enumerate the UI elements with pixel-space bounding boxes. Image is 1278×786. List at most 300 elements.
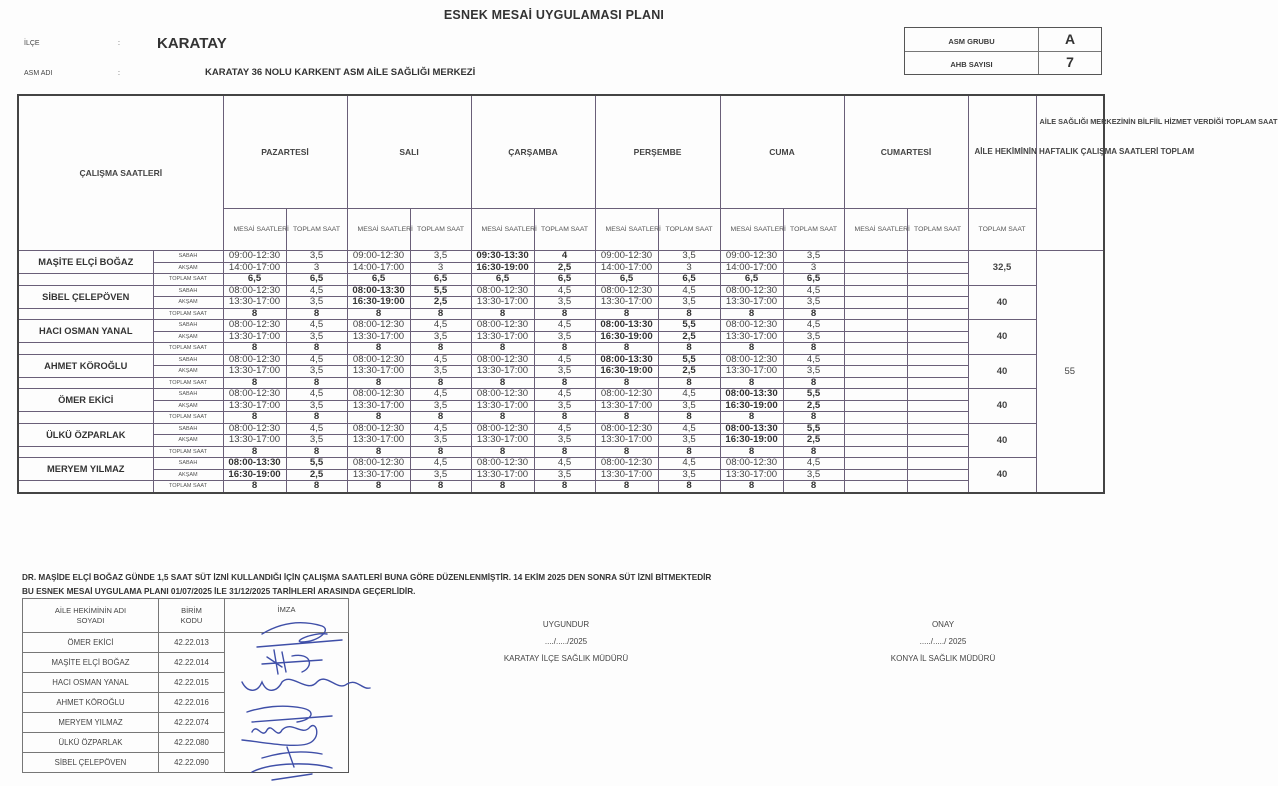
shift-hours-cell: 08:00-12:30 bbox=[595, 423, 658, 435]
shift-hours-cell bbox=[844, 423, 907, 435]
hours-total-cell: 3,5 bbox=[783, 297, 844, 309]
row-label-sabah: SABAH bbox=[153, 285, 223, 297]
shift-hours-cell: 13:30-17:00 bbox=[720, 297, 783, 309]
doctor-name-spacer bbox=[18, 446, 153, 458]
mesai-subheader: MESAİ SAATLERİ bbox=[844, 209, 907, 251]
row-label-toplam: TOPLAM SAAT bbox=[153, 274, 223, 286]
toplam-subheader: TOPLAM SAAT bbox=[534, 209, 595, 251]
hours-total-cell: 4,5 bbox=[658, 285, 720, 297]
shift-hours-cell: 16:30-19:00 bbox=[223, 469, 286, 481]
hours-total-cell bbox=[907, 446, 968, 458]
hours-total-cell: 8 bbox=[658, 412, 720, 424]
day-total-cell: 6,5 bbox=[223, 274, 286, 286]
hours-total-cell bbox=[907, 285, 968, 297]
doctor-name: HACI OSMAN YANAL bbox=[18, 320, 153, 343]
shift-hours-cell: 13:30-17:00 bbox=[720, 331, 783, 343]
shift-hours-cell: 08:00-12:30 bbox=[471, 354, 534, 366]
hours-total-cell: 8 bbox=[534, 377, 595, 389]
shift-hours-cell: 08:00-12:30 bbox=[595, 389, 658, 401]
hours-total-cell: 5,5 bbox=[286, 458, 347, 470]
note-line-2: BU ESNEK MESAİ UYGULAMA PLANI 01/07/2025 İLE 31/12/2025 TARİHLERİ ARASINDA GEÇERLİDİR. bbox=[22, 587, 416, 596]
hours-total-cell bbox=[907, 366, 968, 378]
table-row-sabah bbox=[18, 354, 1104, 366]
ilce-value: KARATAY bbox=[157, 35, 227, 52]
day-total-cell: 8 bbox=[471, 343, 534, 355]
schedule-body bbox=[18, 251, 1104, 493]
day-total-cell bbox=[844, 343, 907, 355]
mesai-subheader: MESAİ SAATLERİ bbox=[223, 209, 286, 251]
day-header: ÇARŞAMBA bbox=[471, 95, 595, 209]
hours-total-cell bbox=[907, 389, 968, 401]
hours-total-cell bbox=[907, 331, 968, 343]
hours-total-cell: 4,5 bbox=[658, 423, 720, 435]
hours-total-cell: 3,5 bbox=[286, 297, 347, 309]
hours-total-cell: 3,5 bbox=[410, 469, 471, 481]
shift-hours-cell: 08:00-12:30 bbox=[471, 285, 534, 297]
row-label-toplam: TOPLAM SAAT bbox=[153, 343, 223, 355]
approval-right-title: ONAY bbox=[931, 620, 955, 629]
shift-hours-cell: 08:00-12:30 bbox=[347, 320, 410, 332]
shift-hours-cell: 13:30-17:00 bbox=[471, 297, 534, 309]
doctor-name: ÖMER EKİCİ bbox=[18, 389, 153, 412]
weekly-total-cell: 40 bbox=[968, 354, 1036, 389]
day-header: CUMA bbox=[720, 95, 844, 209]
day-total-cell bbox=[844, 308, 907, 320]
hours-total-cell: 3,5 bbox=[534, 469, 595, 481]
hours-total-cell: 8 bbox=[286, 343, 347, 355]
hours-total-cell: 8 bbox=[410, 308, 471, 320]
hours-total-cell: 3 bbox=[286, 262, 347, 274]
shift-hours-cell: 08:00-13:30 bbox=[595, 354, 658, 366]
shift-hours-cell bbox=[844, 366, 907, 378]
hours-total-cell: 3,5 bbox=[658, 435, 720, 447]
signature-table bbox=[22, 598, 349, 773]
shift-hours-cell: 08:00-12:30 bbox=[223, 320, 286, 332]
approval-left-title: UYGUNDUR bbox=[542, 620, 590, 629]
table-row-toplam bbox=[18, 446, 1104, 458]
hours-total-cell: 8 bbox=[783, 308, 844, 320]
row-label-toplam: TOPLAM SAAT bbox=[153, 377, 223, 389]
table-row-sabah bbox=[18, 458, 1104, 470]
day-total-cell: 8 bbox=[471, 412, 534, 424]
table-row-aksam bbox=[18, 262, 1104, 274]
hours-total-cell bbox=[907, 400, 968, 412]
shift-hours-cell: 08:00-12:30 bbox=[223, 354, 286, 366]
row-label-toplam: TOPLAM SAAT bbox=[153, 412, 223, 424]
shift-hours-cell: 13:30-17:00 bbox=[223, 400, 286, 412]
ahb-sayisi-label: AHB SAYISI bbox=[905, 51, 1039, 74]
day-total-cell: 8 bbox=[471, 446, 534, 458]
shift-hours-cell: 13:30-17:00 bbox=[471, 469, 534, 481]
shift-hours-cell: 08:00-13:30 bbox=[595, 320, 658, 332]
hours-total-cell: 4,5 bbox=[534, 458, 595, 470]
hours-total-cell bbox=[907, 469, 968, 481]
hours-total-cell bbox=[907, 251, 968, 263]
signature-doctor-name: ÖMER EKİCİ bbox=[23, 633, 159, 653]
hours-total-cell: 3,5 bbox=[658, 400, 720, 412]
hours-total-cell: 4,5 bbox=[534, 354, 595, 366]
day-total-cell: 8 bbox=[720, 377, 783, 389]
signature-row bbox=[23, 673, 349, 693]
asm-total-header: AİLE SAĞLIĞI MERKEZİNİN BİLFİİL HİZMET VERDİĞİ TOPLAM SAAT bbox=[1036, 95, 1104, 251]
ahb-sayisi-value: 7 bbox=[1066, 54, 1074, 70]
hours-total-cell: 3 bbox=[410, 262, 471, 274]
shift-hours-cell: 13:30-17:00 bbox=[223, 331, 286, 343]
hours-total-cell: 8 bbox=[783, 412, 844, 424]
hours-total-cell: 8 bbox=[410, 377, 471, 389]
shift-hours-cell: 08:00-12:30 bbox=[720, 285, 783, 297]
signature-unit-code: 42.22.014 bbox=[159, 653, 225, 673]
day-total-cell bbox=[844, 446, 907, 458]
shift-hours-cell bbox=[844, 251, 907, 263]
hours-total-cell: 4,5 bbox=[410, 389, 471, 401]
hours-total-cell: 8 bbox=[286, 446, 347, 458]
table-row-sabah bbox=[18, 423, 1104, 435]
day-header: SALI bbox=[347, 95, 471, 209]
shift-hours-cell: 08:00-12:30 bbox=[720, 320, 783, 332]
shift-hours-cell: 13:30-17:00 bbox=[471, 435, 534, 447]
hours-total-cell: 8 bbox=[286, 412, 347, 424]
hours-total-cell bbox=[907, 274, 968, 286]
hours-total-cell: 8 bbox=[286, 481, 347, 493]
signature-col-sign: İMZA bbox=[225, 599, 349, 633]
day-total-cell: 8 bbox=[471, 481, 534, 493]
day-total-cell bbox=[844, 481, 907, 493]
asm-total-cell: 55 bbox=[1036, 251, 1104, 493]
hours-total-cell: 8 bbox=[534, 412, 595, 424]
shift-hours-cell: 08:00-12:30 bbox=[223, 423, 286, 435]
hours-total-cell: 3,5 bbox=[286, 400, 347, 412]
shift-hours-cell: 09:00-12:30 bbox=[595, 251, 658, 263]
hours-total-cell: 3 bbox=[783, 262, 844, 274]
shift-hours-cell: 13:30-17:00 bbox=[720, 366, 783, 378]
hours-total-cell: 4,5 bbox=[783, 354, 844, 366]
shift-hours-cell: 08:00-13:30 bbox=[347, 285, 410, 297]
shift-hours-cell: 13:30-17:00 bbox=[347, 366, 410, 378]
hours-total-cell: 4,5 bbox=[410, 320, 471, 332]
hours-total-cell: 3,5 bbox=[410, 366, 471, 378]
day-total-cell: 8 bbox=[595, 446, 658, 458]
hours-total-cell: 4,5 bbox=[534, 320, 595, 332]
hours-total-cell: 4,5 bbox=[410, 423, 471, 435]
mesai-subheader: MESAİ SAATLERİ bbox=[347, 209, 410, 251]
hours-total-cell: 8 bbox=[286, 308, 347, 320]
day-total-cell: 6,5 bbox=[347, 274, 410, 286]
hours-total-cell: 4,5 bbox=[286, 285, 347, 297]
shift-hours-cell: 13:30-17:00 bbox=[595, 469, 658, 481]
hours-total-cell: 2,5 bbox=[658, 331, 720, 343]
hours-total-cell: 3,5 bbox=[410, 251, 471, 263]
hours-total-cell: 4,5 bbox=[286, 320, 347, 332]
hours-total-cell: 2,5 bbox=[783, 435, 844, 447]
hours-total-cell: 8 bbox=[410, 481, 471, 493]
doctor-name-spacer bbox=[18, 481, 153, 493]
signature-row bbox=[23, 733, 349, 753]
shift-hours-cell: 13:30-17:00 bbox=[347, 435, 410, 447]
day-total-cell: 8 bbox=[347, 481, 410, 493]
weekly-total-cell: 40 bbox=[968, 285, 1036, 320]
shift-hours-cell bbox=[844, 285, 907, 297]
shift-hours-cell: 09:00-12:30 bbox=[223, 251, 286, 263]
hours-total-cell: 6,5 bbox=[410, 274, 471, 286]
doctor-name-spacer bbox=[18, 308, 153, 320]
shift-hours-cell: 16:30-19:00 bbox=[347, 297, 410, 309]
day-total-cell: 8 bbox=[223, 412, 286, 424]
hours-total-cell: 2,5 bbox=[658, 366, 720, 378]
signature-doctor-name: HACI OSMAN YANAL bbox=[23, 673, 159, 693]
hours-total-cell: 4,5 bbox=[783, 320, 844, 332]
day-total-cell: 8 bbox=[223, 343, 286, 355]
row-label-toplam: TOPLAM SAAT bbox=[153, 308, 223, 320]
hours-total-cell bbox=[907, 297, 968, 309]
day-total-cell: 8 bbox=[720, 343, 783, 355]
hours-total-cell: 3,5 bbox=[286, 435, 347, 447]
hours-total-cell bbox=[907, 435, 968, 447]
hours-total-cell: 8 bbox=[658, 308, 720, 320]
hours-total-cell: 3,5 bbox=[286, 251, 347, 263]
hours-total-cell: 4,5 bbox=[286, 423, 347, 435]
hours-total-cell: 3,5 bbox=[783, 366, 844, 378]
shift-hours-cell bbox=[844, 354, 907, 366]
shift-hours-cell: 13:30-17:00 bbox=[471, 366, 534, 378]
toplam-subheader: TOPLAM SAAT bbox=[410, 209, 471, 251]
row-label-aksam: AKŞAM bbox=[153, 400, 223, 412]
note-line-1: DR. MAŞİDE ELÇİ BOĞAZ GÜNDE 1,5 SAAT SÜT İZNİ KULLANDIĞI İÇİN ÇALIŞMA SAATLERİ BUNA GÖRE DÜZENLENMİŞTİR. 14 EKİM 2025 DEN SONRA SÜT İZNİ BİTMEKTEDİR bbox=[22, 573, 712, 582]
shift-hours-cell: 08:00-12:30 bbox=[471, 458, 534, 470]
hours-total-cell: 8 bbox=[658, 481, 720, 493]
shift-hours-cell bbox=[844, 435, 907, 447]
shift-hours-cell: 14:00-17:00 bbox=[347, 262, 410, 274]
hours-total-cell: 8 bbox=[783, 377, 844, 389]
hours-total-cell bbox=[907, 320, 968, 332]
table-row-toplam bbox=[18, 481, 1104, 493]
weekly-total-cell: 32,5 bbox=[968, 251, 1036, 286]
ahb-sayisi-row bbox=[905, 51, 1101, 74]
day-header: PAZARTESİ bbox=[223, 95, 347, 209]
hours-total-cell bbox=[907, 481, 968, 493]
row-label-sabah: SABAH bbox=[153, 458, 223, 470]
table-row-toplam bbox=[18, 412, 1104, 424]
shift-hours-cell: 08:00-13:30 bbox=[223, 458, 286, 470]
shift-hours-cell: 08:00-12:30 bbox=[471, 389, 534, 401]
signature-row bbox=[23, 693, 349, 713]
signature-row bbox=[23, 713, 349, 733]
shift-hours-cell: 13:30-17:00 bbox=[347, 331, 410, 343]
doctor-name: ÜLKÜ ÖZPARLAK bbox=[18, 423, 153, 446]
day-header: CUMARTESİ bbox=[844, 95, 968, 209]
shift-hours-cell bbox=[844, 331, 907, 343]
hours-total-cell: 8 bbox=[410, 412, 471, 424]
shift-hours-cell: 13:30-17:00 bbox=[595, 435, 658, 447]
shift-hours-cell bbox=[844, 469, 907, 481]
shift-hours-cell bbox=[844, 262, 907, 274]
signature-unit-code: 42.22.015 bbox=[159, 673, 225, 693]
shift-hours-cell: 13:30-17:00 bbox=[595, 297, 658, 309]
hours-total-cell: 3 bbox=[658, 262, 720, 274]
day-total-cell: 6,5 bbox=[720, 274, 783, 286]
mesai-subheader: MESAİ SAATLERİ bbox=[720, 209, 783, 251]
row-label-aksam: AKŞAM bbox=[153, 262, 223, 274]
hours-total-cell: 5,5 bbox=[783, 389, 844, 401]
table-row-aksam bbox=[18, 331, 1104, 343]
weekly-total-cell: 40 bbox=[968, 320, 1036, 355]
table-row-toplam bbox=[18, 274, 1104, 286]
doctor-name-spacer bbox=[18, 377, 153, 389]
day-total-cell: 8 bbox=[595, 377, 658, 389]
table-row-toplam bbox=[18, 343, 1104, 355]
hours-total-cell: 4,5 bbox=[783, 458, 844, 470]
hours-total-cell: 3,5 bbox=[286, 331, 347, 343]
hours-total-cell: 3,5 bbox=[534, 297, 595, 309]
table-row-aksam bbox=[18, 435, 1104, 447]
hours-total-cell: 8 bbox=[410, 446, 471, 458]
shift-hours-cell: 09:00-12:30 bbox=[347, 251, 410, 263]
table-row-aksam bbox=[18, 297, 1104, 309]
signature-row bbox=[23, 753, 349, 773]
table-row-sabah bbox=[18, 285, 1104, 297]
day-total-cell: 8 bbox=[347, 412, 410, 424]
hours-total-cell: 3,5 bbox=[658, 297, 720, 309]
day-total-cell: 8 bbox=[595, 481, 658, 493]
shift-hours-cell: 08:00-12:30 bbox=[471, 320, 534, 332]
asm-adi-label: ASM ADI bbox=[24, 70, 53, 77]
shift-hours-cell: 13:30-17:00 bbox=[223, 366, 286, 378]
day-total-cell bbox=[844, 377, 907, 389]
hours-total-cell: 3,5 bbox=[286, 366, 347, 378]
weekly-total-cell: 40 bbox=[968, 389, 1036, 424]
signature-doctor-name: ÜLKÜ ÖZPARLAK bbox=[23, 733, 159, 753]
approval-left-authority: KARATAY İLÇE SAĞLIK MÜDÜRÜ bbox=[503, 654, 629, 663]
shift-hours-cell: 08:00-12:30 bbox=[347, 389, 410, 401]
hours-total-cell: 5,5 bbox=[658, 320, 720, 332]
hours-total-cell: 8 bbox=[410, 343, 471, 355]
signature-body bbox=[23, 633, 349, 773]
hours-total-cell: 8 bbox=[658, 343, 720, 355]
signature-doctor-name: MERYEM YILMAZ bbox=[23, 713, 159, 733]
shift-hours-cell: 08:00-12:30 bbox=[595, 458, 658, 470]
shift-hours-cell: 08:00-12:30 bbox=[347, 458, 410, 470]
hours-total-cell: 4,5 bbox=[410, 354, 471, 366]
approval-right bbox=[813, 616, 1073, 667]
day-total-cell: 8 bbox=[471, 308, 534, 320]
approval-right-date: ...../...../ 2025 bbox=[919, 637, 967, 646]
shift-hours-cell: 08:00-12:30 bbox=[720, 458, 783, 470]
hours-total-cell: 4,5 bbox=[534, 389, 595, 401]
day-total-cell: 8 bbox=[595, 343, 658, 355]
hours-total-cell: 4 bbox=[534, 251, 595, 263]
hours-total-cell: 8 bbox=[783, 446, 844, 458]
hours-total-cell bbox=[907, 354, 968, 366]
hours-total-cell: 3,5 bbox=[410, 331, 471, 343]
row-label-sabah: SABAH bbox=[153, 354, 223, 366]
table-row-sabah bbox=[18, 320, 1104, 332]
hours-total-cell: 2,5 bbox=[534, 262, 595, 274]
hours-total-cell: 8 bbox=[658, 377, 720, 389]
toplam-subheader: TOPLAM SAAT bbox=[907, 209, 968, 251]
day-total-cell bbox=[844, 274, 907, 286]
day-total-cell: 8 bbox=[347, 446, 410, 458]
day-total-cell: 8 bbox=[720, 412, 783, 424]
hours-total-cell: 6,5 bbox=[658, 274, 720, 286]
hours-total-cell: 3,5 bbox=[783, 331, 844, 343]
hours-total-cell: 8 bbox=[534, 446, 595, 458]
hours-total-cell: 5,5 bbox=[410, 285, 471, 297]
hours-total-cell: 4,5 bbox=[534, 423, 595, 435]
table-row-sabah bbox=[18, 389, 1104, 401]
day-total-cell: 8 bbox=[720, 308, 783, 320]
day-total-cell: 8 bbox=[223, 481, 286, 493]
hours-total-cell bbox=[907, 377, 968, 389]
table-row-aksam bbox=[18, 469, 1104, 481]
day-total-cell: 8 bbox=[595, 412, 658, 424]
shift-hours-cell: 13:30-17:00 bbox=[595, 400, 658, 412]
signature-row bbox=[23, 633, 349, 653]
toplam-subheader: TOPLAM SAAT bbox=[783, 209, 844, 251]
shift-hours-cell: 16:30-19:00 bbox=[720, 435, 783, 447]
hours-total-cell: 4,5 bbox=[286, 354, 347, 366]
doctor-name-spacer bbox=[18, 343, 153, 355]
table-row-aksam bbox=[18, 366, 1104, 378]
row-label-sabah: SABAH bbox=[153, 423, 223, 435]
weekly-total-cell: 40 bbox=[968, 423, 1036, 458]
shift-hours-cell: 14:00-17:00 bbox=[223, 262, 286, 274]
day-total-cell: 8 bbox=[720, 446, 783, 458]
hours-total-cell: 6,5 bbox=[534, 274, 595, 286]
table-row-aksam bbox=[18, 400, 1104, 412]
shift-hours-cell: 08:00-12:30 bbox=[595, 285, 658, 297]
asm-grubu-value: A bbox=[1064, 31, 1076, 47]
hours-total-cell bbox=[907, 308, 968, 320]
hours-total-cell: 3,5 bbox=[658, 469, 720, 481]
shift-hours-cell: 13:30-17:00 bbox=[223, 297, 286, 309]
hours-total-cell bbox=[907, 458, 968, 470]
hours-total-cell: 2,5 bbox=[410, 297, 471, 309]
hours-total-cell: 2,5 bbox=[783, 400, 844, 412]
hours-total-cell: 6,5 bbox=[783, 274, 844, 286]
doctor-name-spacer bbox=[18, 274, 153, 286]
hours-total-cell: 3,5 bbox=[410, 435, 471, 447]
shift-hours-cell bbox=[844, 389, 907, 401]
hours-total-cell: 4,5 bbox=[658, 458, 720, 470]
row-label-toplam: TOPLAM SAAT bbox=[153, 481, 223, 493]
hours-total-cell: 8 bbox=[534, 481, 595, 493]
toplam-subheader: TOPLAM SAAT bbox=[658, 209, 720, 251]
doctor-name-spacer bbox=[18, 412, 153, 424]
row-label-sabah: SABAH bbox=[153, 320, 223, 332]
day-header: PERŞEMBE bbox=[595, 95, 720, 209]
day-total-cell: 8 bbox=[223, 377, 286, 389]
signature-unit-code: 42.22.090 bbox=[159, 753, 225, 773]
hours-total-cell: 5,5 bbox=[658, 354, 720, 366]
shift-hours-cell: 13:30-17:00 bbox=[347, 400, 410, 412]
signature-header-row bbox=[23, 599, 349, 633]
hours-total-cell: 6,5 bbox=[286, 274, 347, 286]
hours-total-cell: 3,5 bbox=[534, 366, 595, 378]
shift-hours-cell: 08:00-12:30 bbox=[720, 354, 783, 366]
shift-hours-cell: 14:00-17:00 bbox=[595, 262, 658, 274]
shift-hours-cell: 16:30-19:00 bbox=[595, 331, 658, 343]
shift-hours-cell: 13:30-17:00 bbox=[471, 331, 534, 343]
ilce-separator: : bbox=[118, 40, 120, 47]
weekly-total-subheader: TOPLAM SAAT bbox=[968, 209, 1036, 251]
shift-hours-cell: 09:00-12:30 bbox=[720, 251, 783, 263]
shift-hours-cell bbox=[844, 297, 907, 309]
day-total-cell: 8 bbox=[471, 377, 534, 389]
hours-total-cell: 4,5 bbox=[410, 458, 471, 470]
hours-total-cell bbox=[907, 412, 968, 424]
hours-total-cell: 3,5 bbox=[783, 469, 844, 481]
shift-hours-cell: 08:00-12:30 bbox=[471, 423, 534, 435]
